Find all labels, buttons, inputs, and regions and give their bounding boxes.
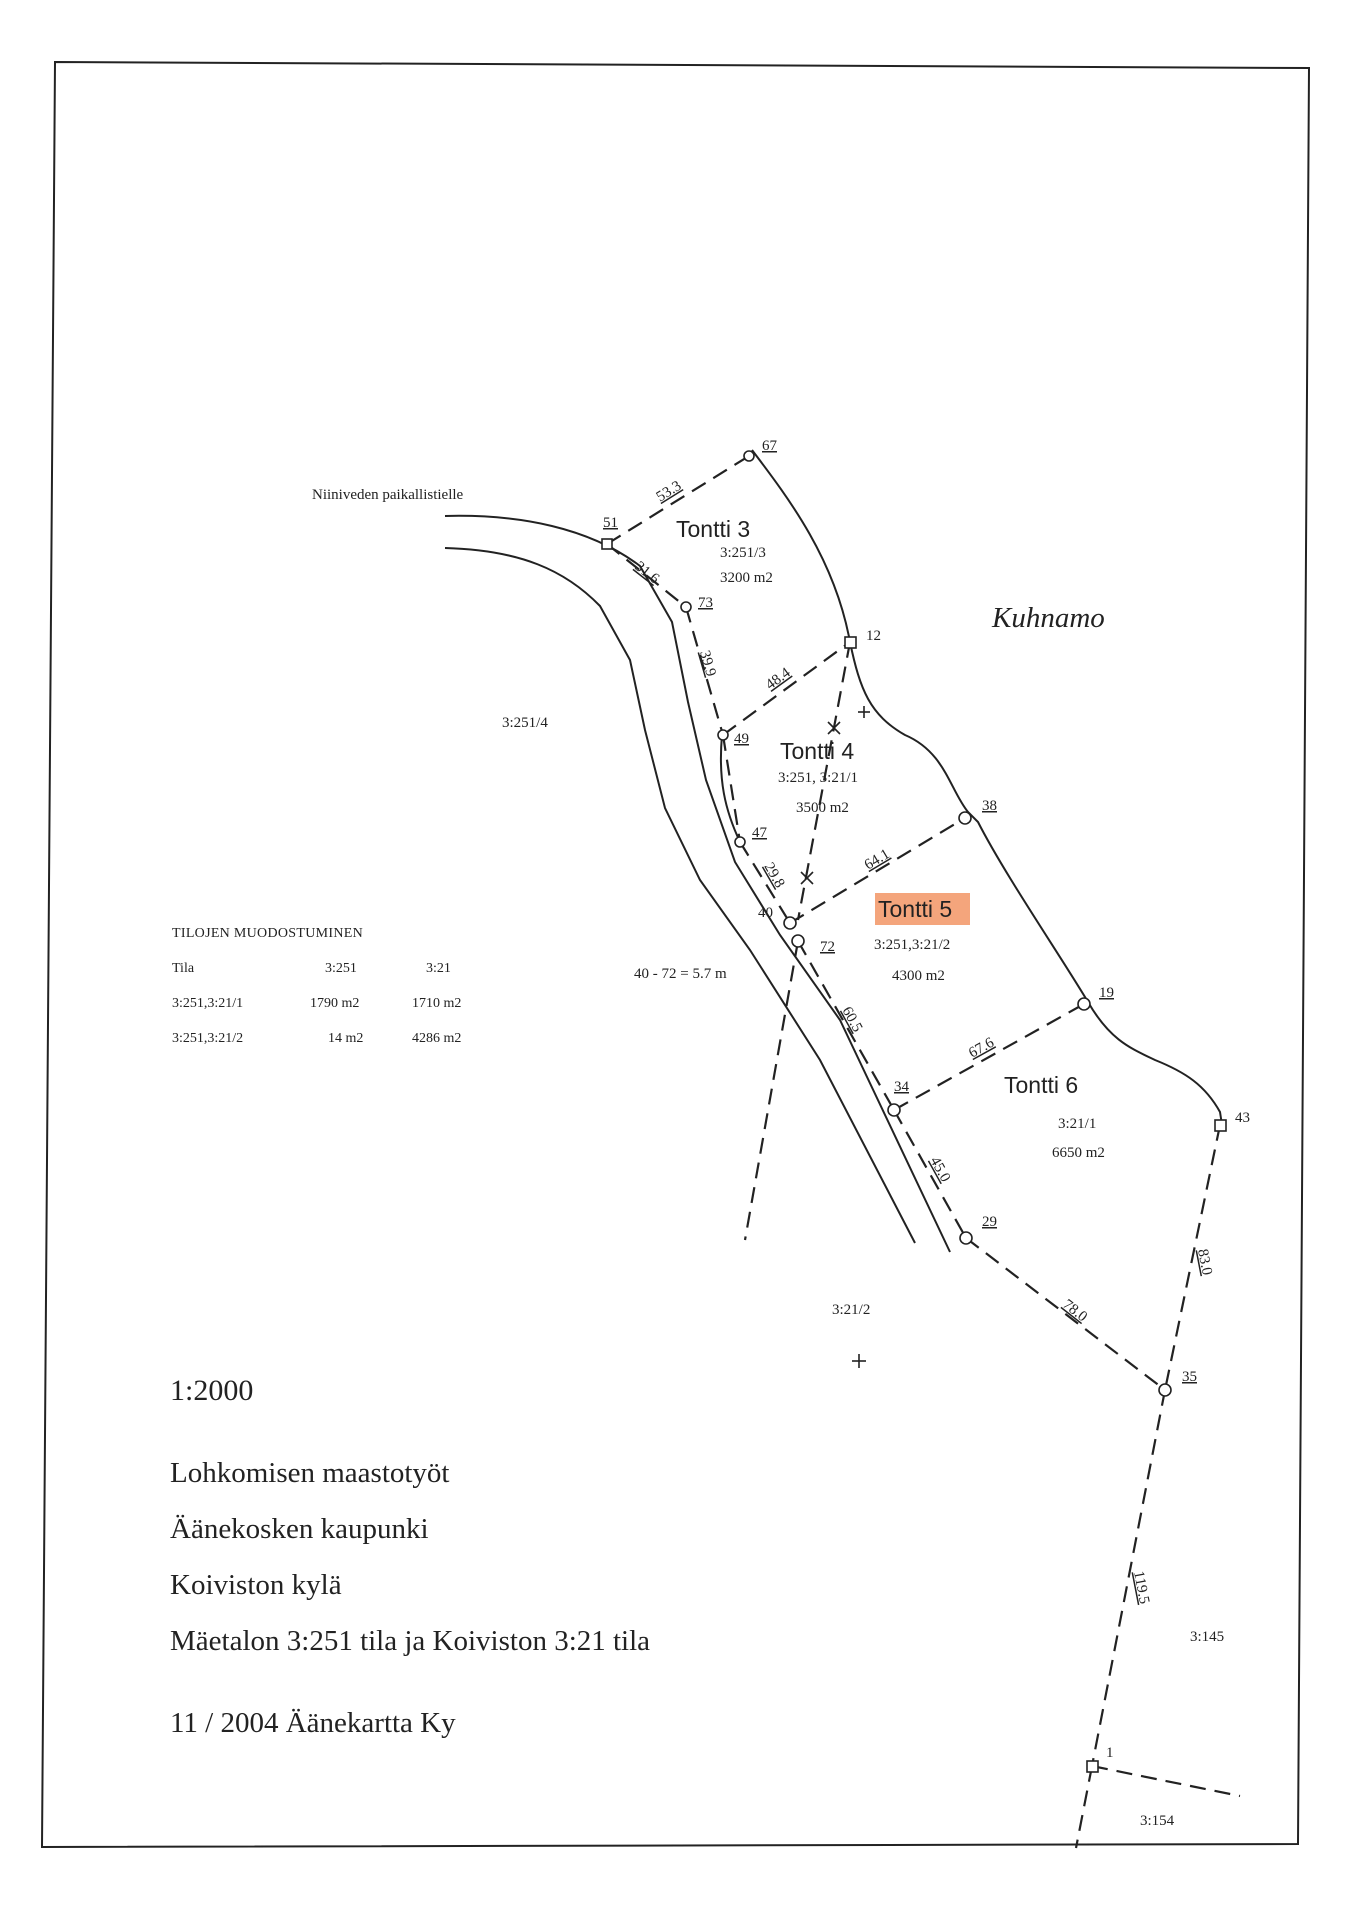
marker-43 [1215, 1120, 1226, 1131]
parcel-south: 3:21/2 [832, 1302, 871, 1318]
point-34: 34 [894, 1079, 909, 1095]
plot-tontti-5 [874, 893, 970, 984]
info-block [170, 1457, 650, 1739]
distance-72-34: 60.5 [838, 1004, 866, 1035]
parcel-east: 3:145 [1190, 1629, 1225, 1645]
distance-34-29: 45.0 [926, 1154, 954, 1185]
marker-38 [959, 812, 971, 824]
distance-73-49: 39.9 [696, 648, 719, 679]
boundary-34-29 [894, 1110, 966, 1238]
point-29: 29 [982, 1214, 997, 1230]
offset-note: 40 - 72 = 5.7 m [634, 966, 727, 982]
distance-labels [632, 478, 1215, 1605]
boundary-72-south [745, 941, 798, 1240]
marker-29 [960, 1232, 972, 1244]
point-12: 12 [866, 628, 881, 644]
plot-id: 3:251/3 [720, 545, 766, 561]
marker-67 [744, 451, 754, 461]
point-67: 67 [762, 438, 777, 454]
point-49: 49 [734, 731, 749, 747]
road-label: Niiniveden paikallistielle [312, 487, 464, 503]
marker-40 [784, 917, 796, 929]
plot-tontti-4 [778, 738, 858, 816]
point-43: 43 [1235, 1110, 1250, 1126]
marker-12 [845, 637, 856, 648]
marker-72 [792, 935, 804, 947]
table-cell: 3:251,3:21/1 [172, 996, 244, 1011]
point-labels [603, 438, 1250, 1761]
table-cell: 14 m2 [328, 1031, 364, 1046]
road-edge-south [445, 548, 915, 1243]
marker-19 [1078, 998, 1090, 1010]
point-19: 19 [1099, 985, 1114, 1001]
point-51: 51 [603, 515, 618, 531]
point-73: 73 [698, 595, 713, 611]
marker-73 [681, 602, 691, 612]
table-cell: 1710 m2 [412, 996, 462, 1011]
boundary-72-34 [798, 941, 894, 1110]
point-72: 72 [820, 939, 835, 955]
table-header: 3:251 [325, 961, 357, 976]
table-cell: 1790 m2 [310, 996, 360, 1011]
point-38: 38 [982, 798, 997, 814]
water-label: Kuhnamo [992, 602, 1105, 634]
road-edge-north [445, 516, 953, 1252]
plot-tontti-3 [676, 516, 773, 586]
marker-51 [602, 539, 612, 549]
point-40: 40 [758, 905, 773, 921]
marker-35 [1159, 1384, 1171, 1396]
info-line: Mäetalon 3:251 tila ja Koiviston 3:21 tila [170, 1625, 651, 1657]
distance-51-73: 31.6 [631, 558, 663, 588]
marker-47 [735, 837, 745, 847]
plot-name: Tontti 5 [878, 896, 953, 922]
map-scale: 1:2000 [170, 1374, 254, 1407]
plot-id: 3:251, 3:21/1 [778, 770, 859, 786]
table-cell: 3:251,3:21/2 [172, 1031, 244, 1046]
plot-area: 3500 m2 [796, 800, 849, 816]
plot-area: 3200 m2 [720, 570, 773, 586]
distance-29-35: 78.0 [1059, 1296, 1091, 1326]
distance-49-12: 48.4 [762, 664, 794, 694]
table-title: TILOJEN MUODOSTUMINEN [172, 926, 364, 941]
distance-47-40: 29.8 [760, 860, 788, 891]
table-header: Tila [172, 961, 195, 976]
boundary-1-east [1092, 1766, 1240, 1796]
point-47: 47 [752, 825, 767, 841]
plot-id: 3:251,3:21/2 [874, 937, 951, 953]
point-35: 35 [1182, 1369, 1197, 1385]
plot-tontti-6 [1004, 1072, 1105, 1161]
distance-51-67: 53.3 [653, 477, 685, 506]
plot-area: 6650 m2 [1052, 1145, 1105, 1161]
distance-34-19: 67.6 [966, 1034, 997, 1062]
plot-name: Tontti 6 [1004, 1072, 1079, 1098]
plot-area: 4300 m2 [892, 968, 945, 984]
distance-40-38: 64.1 [861, 846, 893, 874]
parcel-west: 3:251/4 [502, 715, 548, 731]
boundary-35-1 [1092, 1390, 1165, 1766]
plot-name: Tontti 3 [676, 516, 751, 542]
plot-name: Tontti 4 [780, 738, 855, 764]
distance-43-35: 83.0 [1194, 1247, 1215, 1277]
plot-id: 3:21/1 [1058, 1116, 1097, 1132]
shoreline [752, 450, 1222, 1125]
boundary-1-south [1076, 1766, 1092, 1848]
info-line: 11 / 2004 Äänekartta Ky [170, 1707, 456, 1739]
table-header: 3:21 [426, 961, 451, 976]
marker-34 [888, 1104, 900, 1116]
formation-table [172, 926, 461, 1046]
marker-1 [1087, 1761, 1098, 1772]
boundary-49-47 [723, 735, 740, 842]
boundary-49-12 [723, 642, 850, 735]
parcel-bottom: 3:154 [1140, 1813, 1175, 1829]
marker-49 [718, 730, 728, 740]
table-cell: 4286 m2 [412, 1031, 462, 1046]
boundary-29-35 [966, 1238, 1165, 1390]
distance-35-1: 119.5 [1130, 1569, 1153, 1606]
info-line: Koiviston kylä [170, 1569, 342, 1601]
info-line: Äänekosken kaupunki [170, 1513, 429, 1545]
point-1: 1 [1106, 1745, 1114, 1761]
info-line: Lohkomisen maastotyöt [170, 1457, 450, 1489]
